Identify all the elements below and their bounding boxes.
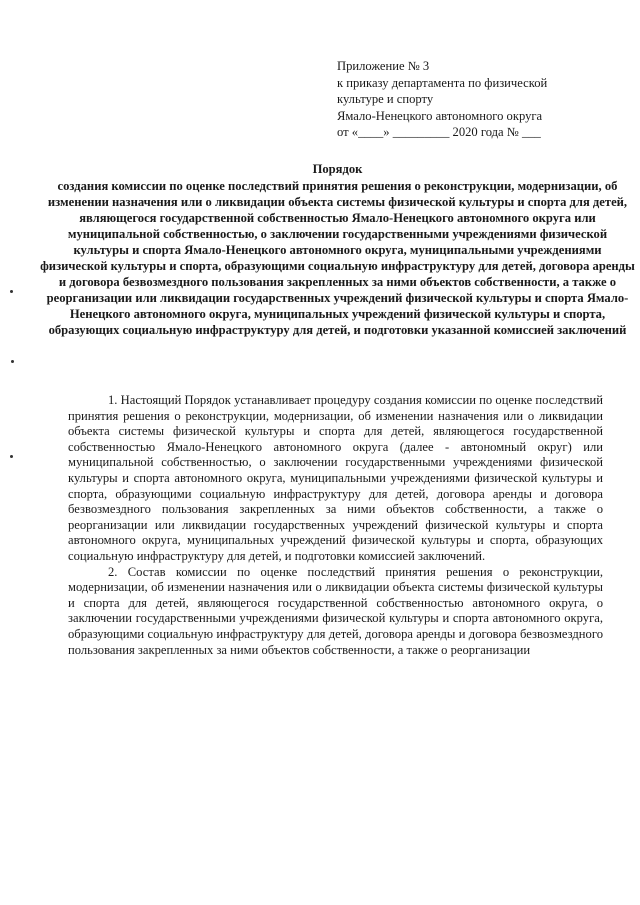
document-body bbox=[68, 393, 603, 658]
scan-mark bbox=[11, 360, 14, 363]
appendix-department-line: культуре и спорту bbox=[337, 92, 434, 106]
appendix-region-line: Ямало-Ненецкого автономного округа bbox=[337, 108, 543, 123]
paragraph-1: 1. Настоящий Порядок устанавливает процедуру создания комиссии по оценке последствий принятия решения о реконструкции, модернизации, об изменении назначения или о ликвидации объекта системы физической культуры и спорта для детей, являющегося государственной собственностью Ямало-Ненецкого автономного округа (далее - автономный округ) или муниципальной собственностью, о заключении государственными учреждениями физической культуры и спорта автономного округа, муниципальными учреждениями физической культуры и спорта, образующими социальную инфраструктуру для детей, договора аренды и договора безвозмездного пользования закрепленных за ними объектов собственности, а также о реорганизации или ликвидации государственных учреждений физической культуры и спорта автономного округа, муниципальных учреждений физической культуры и спорта, образующих социальную инфраструктуру для детей, и подготовки комиссией заключений. bbox=[68, 393, 603, 563]
appendix-order-line: к приказу департамента по физической bbox=[337, 75, 548, 90]
paragraph-2: 2. Состав комиссии по оценке последствий принятия решения о реконструкции, модернизации, об изменении назначения или о ликвидации объекта системы физической культуры и спорта для детей, являющегося государственной собственностью автономного округа, о заключении государственными учреждениями физической культуры и спорта автономного округа, образующими социальную инфраструктуру для детей, договора аренды и договора безвозмездного пользования закрепленных за ними объектов собственности, а также о реорганизации bbox=[68, 564, 603, 657]
scan-mark bbox=[10, 455, 13, 458]
title-subtitle: создания комиссии по оценке последствий принятия решения о реконструкции, модернизации, об изменении назначения или о ликвидации объекта системы физической культуры и спорта для детей, являющегося государственной собственностью Ямало-Ненецкого автономного округа или муниципальной собственностью, о заключении государственными учреждениями физической культуры и спорта Ямало-Ненецкого автономного округа, муниципальными учреждениями физической культуры и спорта, образующими социальную инфраструктуру для детей, договора аренды и договора безвозмездного пользования закрепленных за ними объектов собственности, а также о реорганизации или ликвидации государственных учреждений физической культуры и спорта Ямало-Ненецкого автономного округа, муниципальных учреждений физической культуры и спорта, образующих социальную инфраструктуру для детей, и подготовки указанной комиссией заключений bbox=[40, 179, 635, 337]
title-heading: Порядок bbox=[312, 162, 363, 176]
document-title bbox=[40, 161, 635, 338]
appendix-block bbox=[337, 58, 622, 141]
scan-mark bbox=[10, 290, 13, 293]
appendix-date-line: от «____» _________ 2020 года № ___ bbox=[337, 125, 541, 139]
appendix-number: Приложение № 3 bbox=[337, 59, 430, 73]
